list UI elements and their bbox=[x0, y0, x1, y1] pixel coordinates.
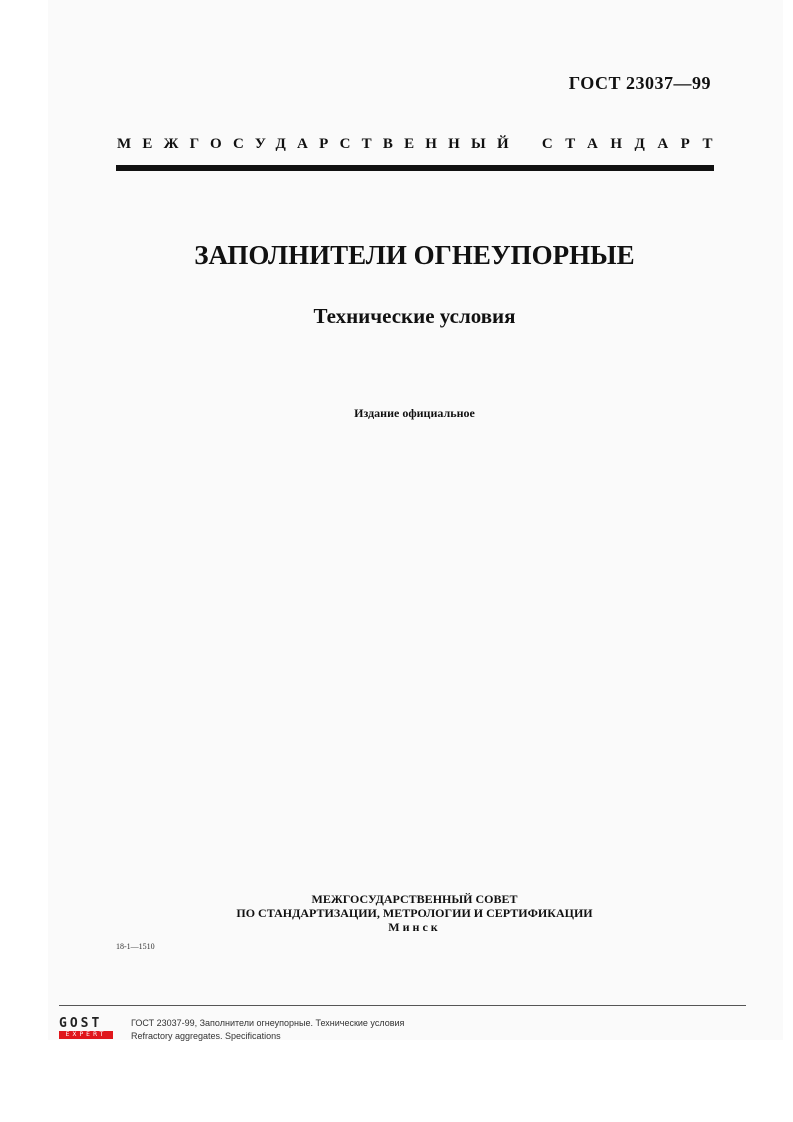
document-title: ЗАПОЛНИТЕЛИ ОГНЕУПОРНЫЕ bbox=[194, 240, 635, 270]
footer-divider bbox=[59, 1005, 746, 1006]
footer-title-en: Refractory aggregates. Specifications bbox=[131, 1031, 281, 1041]
logo-text-expert: EXPERT bbox=[59, 1031, 113, 1039]
logo-text-gost: GOST bbox=[59, 1016, 103, 1031]
publisher-line-2: ПО СТАНДАРТИЗАЦИИ, МЕТРОЛОГИИ И СЕРТИФИКАЦИИ bbox=[236, 906, 593, 920]
standard-category bbox=[117, 136, 725, 153]
footer-title-ru: ГОСТ 23037-99, Заполнители огнеупорные. Технические условия bbox=[131, 1018, 405, 1028]
publisher-block bbox=[0, 892, 793, 934]
publisher-city: Минск bbox=[388, 920, 441, 934]
edition-note: Издание официальное bbox=[354, 406, 475, 420]
document-number: ГОСТ 23037—99 bbox=[568, 73, 711, 93]
print-code: 18-1—1510 bbox=[116, 942, 155, 951]
category-word-interstate: МЕЖГОСУДАРСТВЕННЫЙ bbox=[117, 136, 520, 152]
gost-expert-logo[interactable] bbox=[59, 1018, 115, 1040]
publisher-line-1: МЕЖГОСУДАРСТВЕННЫЙ СОВЕТ bbox=[311, 892, 518, 906]
header-rule bbox=[116, 165, 714, 171]
document-subtitle: Технические условия bbox=[313, 304, 516, 328]
category-word-standard: СТАНДАРТ bbox=[541, 136, 725, 152]
footer-info bbox=[131, 1017, 404, 1043]
document-page bbox=[48, 0, 783, 1040]
